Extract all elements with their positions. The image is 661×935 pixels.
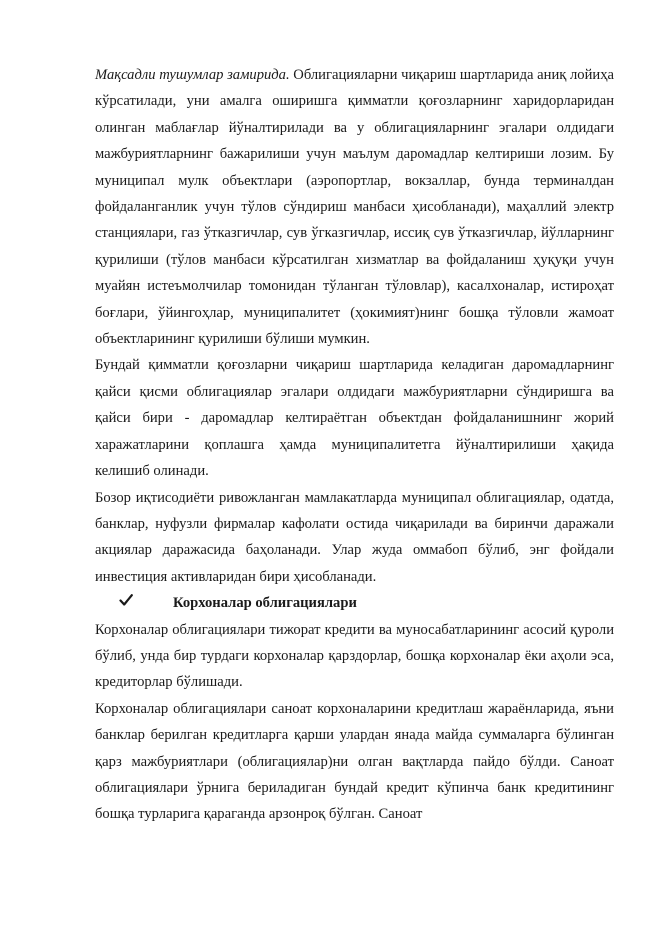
document-page bbox=[95, 62, 614, 828]
paragraph-income-allocation: Бундай қимматли қоғозларни чиқариш шартларида келадиган даромадларнинг қайси қисми облигациялар эгалари олдидаги мажбуриятларни сўндиришга ва қайси бири - даромадлар келтираётган объектдан фойдаланишнинг жорий харажатларини қоплашга ҳамда муниципалитетга йўналтирилиши ҳақида келишиб олинади. bbox=[95, 357, 614, 480]
paragraph-industrial-bonds: Корхоналар облигациялари саноат корхоналарини кредитлаш жараёнларида, яъни банклар берилган кредитларга қарши улардан янада майда суммаларга бўлинган қарз мажбуриятлари (облигациялар)ни олган вақтларда пайдо бўлди. Саноат облигациялари ўрнига бериладиган бундай кредит кўпинча банк кредитининг бошқа турларига қараганда арзонроқ бўлган. Саноат bbox=[95, 700, 614, 823]
paragraph-targeted-revenues bbox=[95, 62, 614, 352]
paragraph-corporate-bonds: Корхоналар облигациялари тижорат кредити ва муносабатларининг асосий қуроли бўлиб, унда бир турдаги корхоналар қарздорлар, бошқа корхоналар ёки аҳоли эса, кредиторлар бўлишади. bbox=[95, 621, 614, 691]
section-heading-text: Корхоналар облигациялари bbox=[173, 595, 357, 612]
check-icon bbox=[119, 593, 133, 607]
paragraph-text: Облигацияларни чиқариш шартларида аниқ лойиҳа кўрсатилади, уни амалга оширишга қимматли қоғозларнинг харидорларидан олинган маблағлар йўналтирилади ва у облигацияларнинг эгалари олдидаги мажбуриятларнинг бажарилиши учун маълум даромадлар келтириши лозим. Бу муниципал мулк объектлари (аэропортлар, вокзаллар, бунда терминалдан фойдаланганлик учун тўлов сўндириш манбаси ҳисобланади), маҳаллий электр станциялари, газ ўтказгичлар, сув ўгказгичлар, иссиқ сув ўтказгичлар, йўлларнинг қурилиши (тўлов манбаси кўрсатилган хизматлар ва фойдаланиш ҳуқуқи учун муайян истеъмолчилар томонидан тўланган тўловлар), касалхоналар, истироҳат боғлари, ўйингоҳлар, муниципалитет (ҳокимият)нинг бошқа тўловли жамоат объектларининг қурилиши бўлиши мумкин. bbox=[95, 67, 614, 348]
paragraph-lead: Мақсадли тушумлар замирида. bbox=[95, 67, 290, 83]
paragraph-municipal-bonds: Бозор иқтисодиёти ривожланган мамлакатларда муниципал облигациялар, одатда, банклар, нуфузли фирмалар кафолати остида чиқарилади ва биринчи даражали акциялар даражасида баҳоланади. Улар жуда оммабоп бўлиб, энг фойдали инвестиция активларидан бири ҳисобланади. bbox=[95, 489, 614, 585]
section-heading bbox=[95, 590, 614, 616]
